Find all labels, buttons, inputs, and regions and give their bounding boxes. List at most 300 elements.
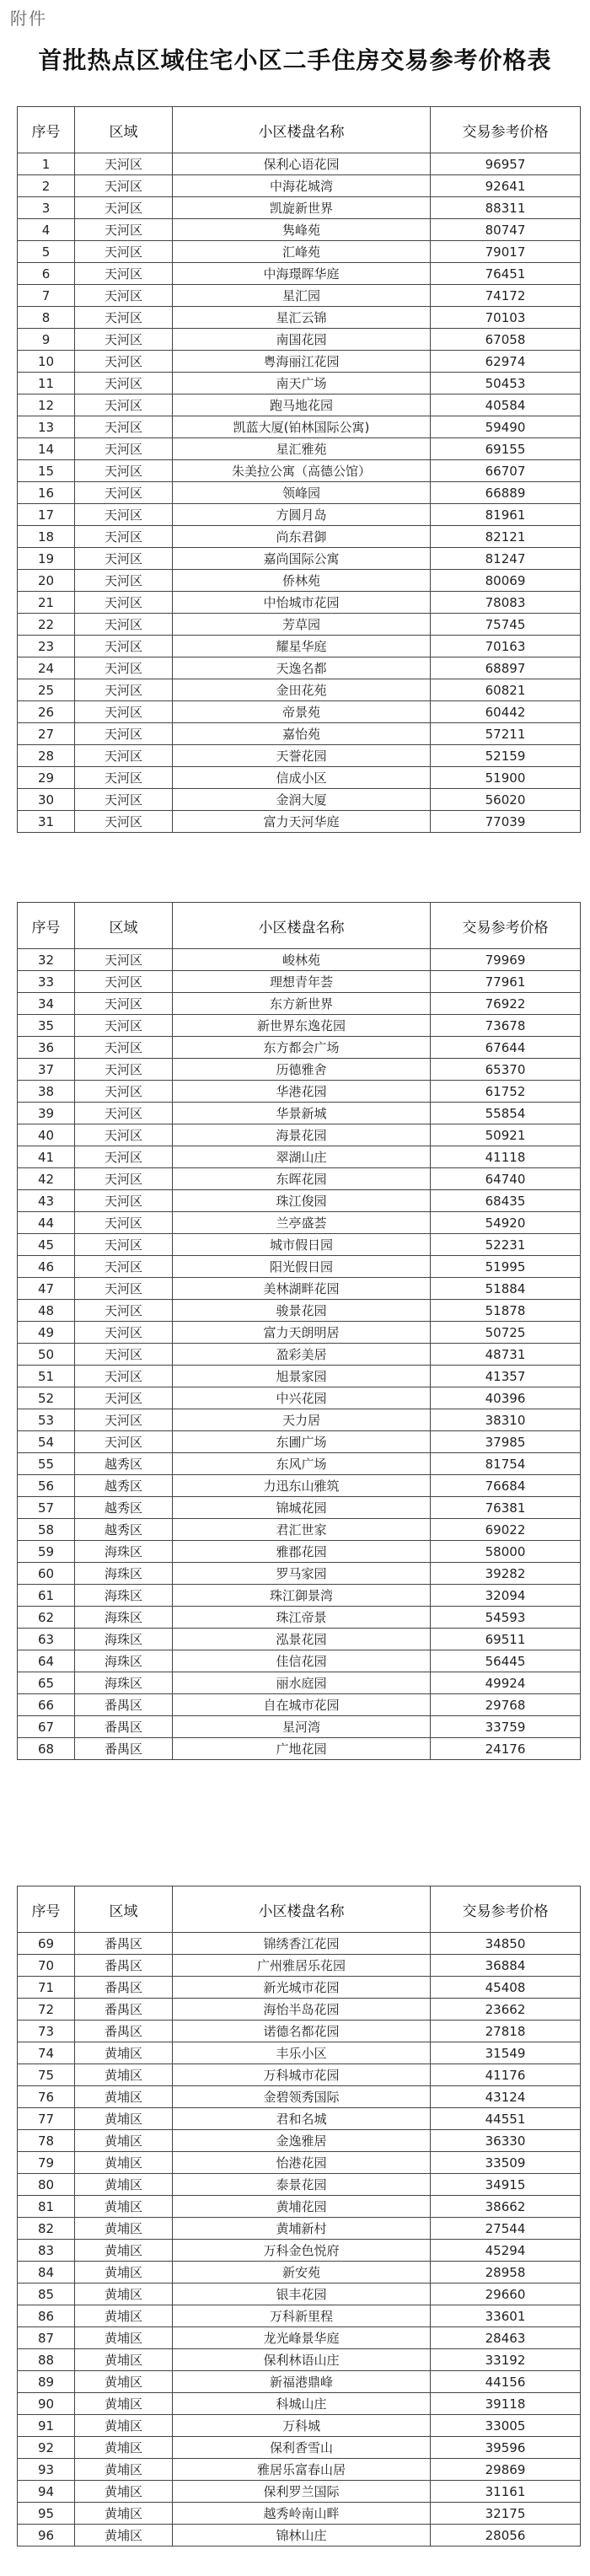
reference-price-cell: 44156 [431, 2371, 581, 2393]
estate-name-cell: 东晖花园 [173, 1168, 431, 1190]
estate-name-cell: 美林湖畔花园 [173, 1278, 431, 1300]
estate-name-cell: 万科城 [173, 2415, 431, 2437]
table-row [18, 2130, 581, 2152]
reference-price-cell: 37985 [431, 1431, 581, 1453]
reference-price-cell: 36884 [431, 1955, 581, 1977]
estate-name-cell: 华景新城 [173, 1103, 431, 1124]
row-number: 67 [18, 1716, 75, 1738]
estate-name-cell: 诺德名都花园 [173, 2021, 431, 2042]
reference-price-cell: 31549 [431, 2042, 581, 2064]
district-cell: 天河区 [75, 197, 173, 219]
table-row [18, 153, 581, 175]
row-number: 86 [18, 2305, 75, 2327]
row-number: 64 [18, 1650, 75, 1672]
district-cell: 天河区 [75, 1081, 173, 1103]
row-number: 70 [18, 1955, 75, 1977]
reference-price-cell: 92641 [431, 175, 581, 197]
table-row [18, 949, 581, 971]
reference-price-cell: 61752 [431, 1081, 581, 1103]
table-row [18, 1672, 581, 1694]
row-number: 1 [18, 153, 75, 175]
row-number: 80 [18, 2174, 75, 2196]
estate-name-cell: 汇峰苑 [173, 241, 431, 263]
row-number: 69 [18, 1933, 75, 1955]
row-number: 72 [18, 1999, 75, 2021]
estate-name-cell: 星汇雅苑 [173, 438, 431, 460]
table-row [18, 1999, 581, 2021]
table-row [18, 1190, 581, 1212]
reference-price-cell: 80069 [431, 570, 581, 592]
reference-price-cell: 68897 [431, 657, 581, 679]
row-number: 50 [18, 1344, 75, 1366]
estate-name-cell: 中兴花园 [173, 1387, 431, 1409]
district-cell: 天河区 [75, 1168, 173, 1190]
row-number: 84 [18, 2262, 75, 2284]
row-number: 61 [18, 1585, 75, 1607]
estate-name-cell: 星河湾 [173, 1716, 431, 1738]
district-cell: 天河区 [75, 636, 173, 657]
district-cell: 黄埔区 [75, 2218, 173, 2240]
reference-price-cell: 41357 [431, 1366, 581, 1387]
estate-name-cell: 自在城市花园 [173, 1694, 431, 1716]
reference-price-cell: 66889 [431, 482, 581, 504]
reference-price-cell: 80747 [431, 219, 581, 241]
row-number: 18 [18, 526, 75, 548]
reference-price-cell: 70103 [431, 307, 581, 329]
row-number: 42 [18, 1168, 75, 1190]
district-cell: 黄埔区 [75, 2086, 173, 2108]
district-cell: 天河区 [75, 701, 173, 723]
district-cell: 天河区 [75, 1322, 173, 1344]
row-number: 91 [18, 2415, 75, 2437]
table-row [18, 438, 581, 460]
district-cell: 天河区 [75, 1124, 173, 1146]
district-cell: 黄埔区 [75, 2196, 173, 2218]
estate-name-cell: 嘉尚国际公寓 [173, 548, 431, 570]
row-number: 38 [18, 1081, 75, 1103]
estate-name-cell: 怡港花园 [173, 2152, 431, 2174]
table-row [18, 1475, 581, 1497]
estate-name-cell: 君汇世家 [173, 1519, 431, 1541]
table-row [18, 2042, 581, 2064]
reference-price-cell: 69155 [431, 438, 581, 460]
district-cell: 天河区 [75, 614, 173, 636]
estate-name-cell: 丰乐小区 [173, 2042, 431, 2064]
estate-name-cell: 新福港鼎峰 [173, 2371, 431, 2393]
table-row [18, 2174, 581, 2196]
estate-name-cell: 东圃广场 [173, 1431, 431, 1453]
table-row [18, 1344, 581, 1366]
row-number: 32 [18, 949, 75, 971]
estate-name-cell: 阳光假日园 [173, 1256, 431, 1278]
row-number: 54 [18, 1431, 75, 1453]
table-row [18, 2284, 581, 2305]
row-number: 71 [18, 1977, 75, 1999]
estate-name-cell: 朱美拉公寓（高德公馆） [173, 460, 431, 482]
district-cell: 海珠区 [75, 1541, 173, 1563]
district-cell: 海珠区 [75, 1650, 173, 1672]
district-cell: 天河区 [75, 1387, 173, 1409]
row-number: 29 [18, 767, 75, 789]
estate-name-cell: 黄埔新村 [173, 2218, 431, 2240]
table-row [18, 2240, 581, 2262]
table-row [18, 2437, 581, 2459]
table-row [18, 2218, 581, 2240]
row-number: 78 [18, 2130, 75, 2152]
estate-name-cell: 广地花园 [173, 1738, 431, 1760]
row-number: 82 [18, 2218, 75, 2240]
estate-name-cell: 万科金色悦府 [173, 2240, 431, 2262]
column-header-no: 序号 [18, 1886, 75, 1933]
estate-name-cell: 东风广场 [173, 1453, 431, 1475]
table-row [18, 1146, 581, 1168]
reference-price-cell: 76684 [431, 1475, 581, 1497]
district-cell: 黄埔区 [75, 2042, 173, 2064]
district-cell: 越秀区 [75, 1519, 173, 1541]
district-cell: 黄埔区 [75, 2327, 173, 2349]
row-number: 41 [18, 1146, 75, 1168]
row-number: 49 [18, 1322, 75, 1344]
reference-price-cell: 56445 [431, 1650, 581, 1672]
table-row [18, 285, 581, 307]
district-cell: 黄埔区 [75, 2525, 173, 2546]
reference-price-cell: 29660 [431, 2284, 581, 2305]
district-cell: 天河区 [75, 329, 173, 351]
estate-name-cell: 侨林苑 [173, 570, 431, 592]
reference-price-cell: 77961 [431, 971, 581, 993]
district-cell: 番禺区 [75, 1738, 173, 1760]
table-row [18, 723, 581, 745]
row-number: 90 [18, 2393, 75, 2415]
district-cell: 天河区 [75, 548, 173, 570]
row-number: 93 [18, 2459, 75, 2481]
row-number: 65 [18, 1672, 75, 1694]
district-cell: 黄埔区 [75, 2240, 173, 2262]
row-number: 74 [18, 2042, 75, 2064]
table-row [18, 679, 581, 701]
estate-name-cell: 广州雅居乐花园 [173, 1955, 431, 1977]
reference-price-cell: 50725 [431, 1322, 581, 1344]
table-header-row [18, 107, 581, 153]
estate-name-cell: 保利罗兰国际 [173, 2481, 431, 2503]
district-cell: 番禺区 [75, 1999, 173, 2021]
reference-price-cell: 76381 [431, 1497, 581, 1519]
reference-price-cell: 79969 [431, 949, 581, 971]
district-cell: 天河区 [75, 723, 173, 745]
reference-price-cell: 41118 [431, 1146, 581, 1168]
table-row [18, 1497, 581, 1519]
table-row [18, 1256, 581, 1278]
reference-price-cell: 78083 [431, 592, 581, 614]
row-number: 30 [18, 789, 75, 811]
estate-name-cell: 耀星华庭 [173, 636, 431, 657]
table-row [18, 1431, 581, 1453]
district-cell: 番禺区 [75, 1977, 173, 1999]
reference-price-cell: 82121 [431, 526, 581, 548]
district-cell: 海珠区 [75, 1672, 173, 1694]
reference-price-cell: 96957 [431, 153, 581, 175]
district-cell: 天河区 [75, 1103, 173, 1124]
reference-price-cell: 45294 [431, 2240, 581, 2262]
table-row [18, 526, 581, 548]
estate-name-cell: 星汇云锦 [173, 307, 431, 329]
district-cell: 天河区 [75, 811, 173, 833]
estate-name-cell: 尚东君御 [173, 526, 431, 548]
row-number: 17 [18, 504, 75, 526]
estate-name-cell: 海怡半岛花园 [173, 1999, 431, 2021]
reference-price-cell: 49924 [431, 1672, 581, 1694]
district-cell: 番禺区 [75, 1716, 173, 1738]
row-number: 57 [18, 1497, 75, 1519]
table-row [18, 971, 581, 993]
district-cell: 黄埔区 [75, 2393, 173, 2415]
row-number: 81 [18, 2196, 75, 2218]
table-row [18, 2108, 581, 2130]
reference-price-cell: 40584 [431, 394, 581, 416]
estate-name-cell: 罗马家园 [173, 1563, 431, 1585]
district-cell: 黄埔区 [75, 2152, 173, 2174]
table-row [18, 2305, 581, 2327]
estate-name-cell: 领峰园 [173, 482, 431, 504]
district-cell: 黄埔区 [75, 2130, 173, 2152]
table-row [18, 1977, 581, 1999]
table-row [18, 2481, 581, 2503]
row-number: 46 [18, 1256, 75, 1278]
column-header-name: 小区楼盘名称 [173, 1886, 431, 1933]
district-cell: 天河区 [75, 767, 173, 789]
estate-name-cell: 万科城市花园 [173, 2064, 431, 2086]
table-row [18, 2021, 581, 2042]
table-row [18, 1607, 581, 1629]
row-number: 88 [18, 2349, 75, 2371]
row-number: 73 [18, 2021, 75, 2042]
reference-price-cell: 33759 [431, 1716, 581, 1738]
reference-price-cell: 51995 [431, 1256, 581, 1278]
table-header-row [18, 903, 581, 949]
table-row [18, 2393, 581, 2415]
district-cell: 天河区 [75, 1037, 173, 1059]
row-number: 55 [18, 1453, 75, 1475]
district-cell: 黄埔区 [75, 2305, 173, 2327]
reference-price-cell: 69511 [431, 1629, 581, 1650]
table-row [18, 2349, 581, 2371]
table-row [18, 1716, 581, 1738]
estate-name-cell: 南天广场 [173, 373, 431, 394]
district-cell: 黄埔区 [75, 2415, 173, 2437]
table-row [18, 1015, 581, 1037]
table-row [18, 307, 581, 329]
estate-name-cell: 佳信花园 [173, 1650, 431, 1672]
district-cell: 黄埔区 [75, 2503, 173, 2525]
estate-name-cell: 泰景花园 [173, 2174, 431, 2196]
district-cell: 天河区 [75, 504, 173, 526]
row-number: 66 [18, 1694, 75, 1716]
reference-price-cell: 36330 [431, 2130, 581, 2152]
district-cell: 黄埔区 [75, 2108, 173, 2130]
reference-price-cell: 51900 [431, 767, 581, 789]
row-number: 53 [18, 1409, 75, 1431]
estate-name-cell: 旭景家园 [173, 1366, 431, 1387]
estate-name-cell: 海景花园 [173, 1124, 431, 1146]
row-number: 36 [18, 1037, 75, 1059]
estate-name-cell: 中怡城市花园 [173, 592, 431, 614]
row-number: 7 [18, 285, 75, 307]
table-header-row [18, 1886, 581, 1933]
district-cell: 黄埔区 [75, 2284, 173, 2305]
table-row [18, 329, 581, 351]
district-cell: 天河区 [75, 351, 173, 373]
row-number: 48 [18, 1300, 75, 1322]
estate-name-cell: 华港花园 [173, 1081, 431, 1103]
row-number: 94 [18, 2481, 75, 2503]
table-row [18, 570, 581, 592]
district-cell: 天河区 [75, 1366, 173, 1387]
row-number: 34 [18, 993, 75, 1015]
table-row [18, 219, 581, 241]
reference-price-cell: 51884 [431, 1278, 581, 1300]
reference-price-cell: 62974 [431, 351, 581, 373]
table-row [18, 394, 581, 416]
row-number: 92 [18, 2437, 75, 2459]
table-row [18, 2525, 581, 2546]
reference-price-cell: 44551 [431, 2108, 581, 2130]
estate-name-cell: 翠湖山庄 [173, 1146, 431, 1168]
district-cell: 天河区 [75, 1234, 173, 1256]
district-cell: 天河区 [75, 1146, 173, 1168]
row-number: 8 [18, 307, 75, 329]
column-header-no: 序号 [18, 107, 75, 153]
row-number: 68 [18, 1738, 75, 1760]
table-row [18, 636, 581, 657]
row-number: 15 [18, 460, 75, 482]
estate-name-cell: 历德雅舍 [173, 1059, 431, 1081]
row-number: 79 [18, 2152, 75, 2174]
row-number: 19 [18, 548, 75, 570]
table-row [18, 482, 581, 504]
page-title: 首批热点区域住宅小区二手住房交易参考价格表 [38, 46, 552, 74]
table-row [18, 1453, 581, 1475]
table-row [18, 1103, 581, 1124]
estate-name-cell: 银丰花园 [173, 2284, 431, 2305]
column-header-district: 区域 [75, 107, 173, 153]
row-number: 56 [18, 1475, 75, 1497]
estate-name-cell: 星汇园 [173, 285, 431, 307]
reference-price-cell: 55854 [431, 1103, 581, 1124]
table-row [18, 2371, 581, 2393]
row-number: 2 [18, 175, 75, 197]
reference-price-cell: 38310 [431, 1409, 581, 1431]
district-cell: 番禺区 [75, 1694, 173, 1716]
table-row [18, 2086, 581, 2108]
reference-price-cell: 27544 [431, 2218, 581, 2240]
district-cell: 天河区 [75, 1212, 173, 1234]
district-cell: 天河区 [75, 307, 173, 329]
estate-name-cell: 保利香雪山 [173, 2437, 431, 2459]
column-header-name: 小区楼盘名称 [173, 903, 431, 949]
table-row [18, 1650, 581, 1672]
reference-price-cell: 75745 [431, 614, 581, 636]
district-cell: 番禺区 [75, 1933, 173, 1955]
table-row [18, 701, 581, 723]
table-row [18, 1409, 581, 1431]
reference-price-cell: 45408 [431, 1977, 581, 1999]
table-row [18, 1081, 581, 1103]
reference-price-cell: 50921 [431, 1124, 581, 1146]
row-number: 63 [18, 1629, 75, 1650]
estate-name-cell: 泓景花园 [173, 1629, 431, 1650]
district-cell: 天河区 [75, 789, 173, 811]
reference-price-cell: 81754 [431, 1453, 581, 1475]
estate-name-cell: 保利心语花园 [173, 153, 431, 175]
row-number: 21 [18, 592, 75, 614]
row-number: 83 [18, 2240, 75, 2262]
estate-name-cell: 龙光峰景华庭 [173, 2327, 431, 2349]
district-cell: 黄埔区 [75, 2371, 173, 2393]
district-cell: 天河区 [75, 153, 173, 175]
reference-price-cell: 32175 [431, 2503, 581, 2525]
reference-price-cell: 31161 [431, 2481, 581, 2503]
row-number: 9 [18, 329, 75, 351]
reference-price-cell: 29768 [431, 1694, 581, 1716]
district-cell: 天河区 [75, 438, 173, 460]
table-row [18, 460, 581, 482]
estate-name-cell: 金田花苑 [173, 679, 431, 701]
district-cell: 黄埔区 [75, 2459, 173, 2481]
table-row [18, 1955, 581, 1977]
reference-price-cell: 79017 [431, 241, 581, 263]
district-cell: 天河区 [75, 373, 173, 394]
row-number: 11 [18, 373, 75, 394]
estate-name-cell: 保利林语山庄 [173, 2349, 431, 2371]
row-number: 35 [18, 1015, 75, 1037]
row-number: 75 [18, 2064, 75, 2086]
table-row [18, 1212, 581, 1234]
estate-name-cell: 雅郡花园 [173, 1541, 431, 1563]
estate-name-cell: 粤海丽江花园 [173, 351, 431, 373]
estate-name-cell: 雅居乐富春山居 [173, 2459, 431, 2481]
reference-price-cell: 67644 [431, 1037, 581, 1059]
reference-price-cell: 88311 [431, 197, 581, 219]
district-cell: 天河区 [75, 526, 173, 548]
district-cell: 越秀区 [75, 1497, 173, 1519]
district-cell: 黄埔区 [75, 2349, 173, 2371]
district-cell: 黄埔区 [75, 2437, 173, 2459]
estate-name-cell: 信成小区 [173, 767, 431, 789]
table-row [18, 373, 581, 394]
estate-name-cell: 东方都会广场 [173, 1037, 431, 1059]
row-number: 3 [18, 197, 75, 219]
estate-name-cell: 盈彩美居 [173, 1344, 431, 1366]
row-number: 12 [18, 394, 75, 416]
reference-price-cell: 39596 [431, 2437, 581, 2459]
estate-name-cell: 芳草园 [173, 614, 431, 636]
row-number: 25 [18, 679, 75, 701]
reference-price-cell: 76922 [431, 993, 581, 1015]
row-number: 77 [18, 2108, 75, 2130]
row-number: 13 [18, 416, 75, 438]
table-row [18, 1300, 581, 1322]
row-number: 26 [18, 701, 75, 723]
district-cell: 天河区 [75, 745, 173, 767]
table-row [18, 1322, 581, 1344]
reference-price-cell: 66707 [431, 460, 581, 482]
district-cell: 天河区 [75, 592, 173, 614]
row-number: 5 [18, 241, 75, 263]
row-number: 10 [18, 351, 75, 373]
reference-price-cell: 81961 [431, 504, 581, 526]
reference-price-cell: 60442 [431, 701, 581, 723]
table-row [18, 1037, 581, 1059]
